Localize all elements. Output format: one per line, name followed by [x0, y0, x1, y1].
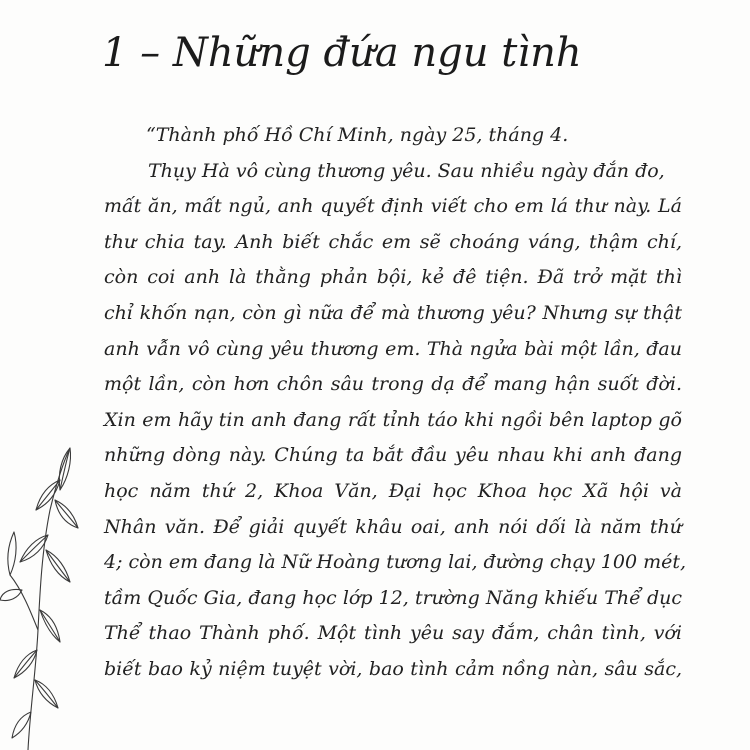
text-line: Xin em hãy tin anh đang rất tỉnh táo khi ngồi bên laptop gõ — [104, 408, 682, 431]
text-line: “Thành phố Hồ Chí Minh, ngày 25, tháng 4. — [146, 124, 569, 146]
chapter-body — [104, 118, 687, 688]
text-line: thư chia tay. Anh biết chắc em sẽ choáng váng, thậm chí, — [104, 230, 682, 253]
text-line: còn coi anh là thằng phản bội, kẻ đê tiện. Đã trở mặt thì — [104, 266, 682, 289]
text-line: anh vẫn vô cùng yêu thương em. Thà ngửa bài một lần, đau — [104, 337, 682, 360]
text-line: Thụy Hà vô cùng thương yêu. Sau nhiều ngày đắn đo, — [148, 159, 665, 182]
text-line: 4; còn em đang là Nữ Hoàng tương lai, đường chạy 100 mét, — [104, 551, 687, 574]
text-line: Thể thao Thành phố. Một tình yêu say đắm, chân tình, với — [104, 622, 682, 645]
leafy-vine-icon — [0, 440, 110, 750]
text-line: học năm thứ 2, Khoa Văn, Đại học Khoa học Xã hội và — [104, 479, 682, 502]
chapter-title: 1 – Những đứa ngu tình — [102, 30, 582, 76]
text-line: biết bao kỷ niệm tuyệt vời, bao tình cảm nồng nàn, sâu sắc, — [104, 657, 682, 680]
text-line: chỉ khốn nạn, còn gì nữa để mà thương yêu? Nhưng sự thật — [104, 301, 682, 324]
text-line: một lần, còn hơn chôn sâu trong dạ để mang hận suốt đời. — [104, 373, 682, 396]
text-line: những dòng này. Chúng ta bắt đầu yêu nhau khi anh đang — [104, 444, 682, 467]
text-line: mất ăn, mất ngủ, anh quyết định viết cho em lá thư này. Lá — [104, 195, 682, 218]
text-line: tầm Quốc Gia, đang học lớp 12, trường Năng khiếu Thể dục — [104, 586, 682, 609]
text-line: Nhân văn. Để giải quyết khâu oai, anh nói dối là năm thứ — [104, 515, 682, 538]
